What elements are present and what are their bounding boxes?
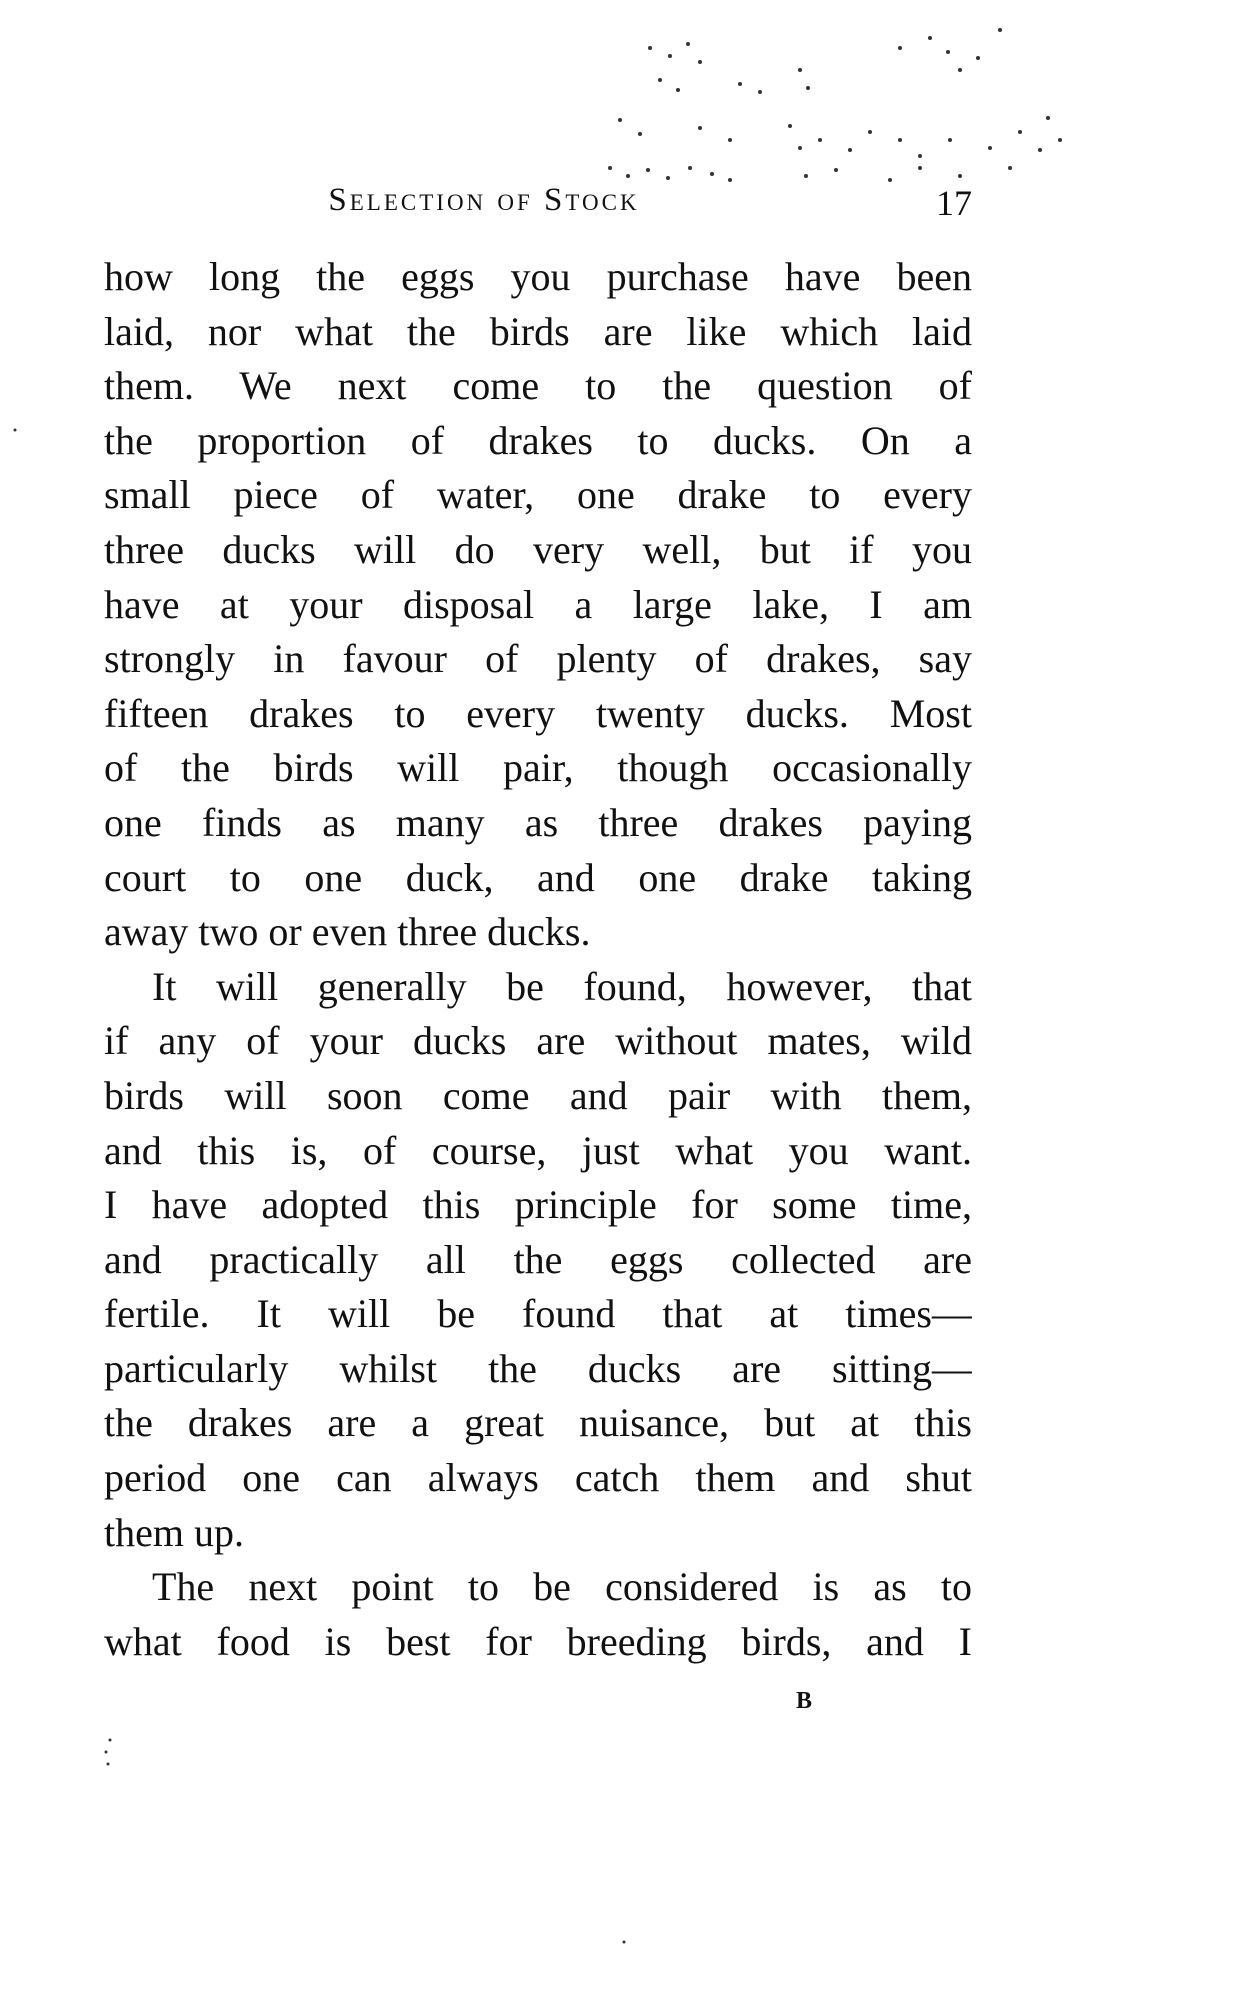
- text-line: away two or even three ducks.: [104, 909, 591, 955]
- text-line: fifteen drakes to every twenty ducks. Most: [104, 690, 972, 736]
- text-line: birds will soon come and pair with them,: [104, 1072, 972, 1118]
- text-line: strongly in favour of plenty of drakes, say: [104, 636, 972, 682]
- running-head: [104, 182, 972, 228]
- text-line: laid, nor what the birds are like which laid: [104, 308, 972, 354]
- text-line: court to one duck, and one drake taking: [104, 854, 972, 900]
- text-line: have at your disposal a large lake, I am: [104, 581, 972, 627]
- text-line: The next point to be considered is as to: [152, 1564, 972, 1610]
- signature-mark: B: [796, 1688, 813, 1714]
- text-line: what food is best for breeding birds, and I: [104, 1618, 972, 1664]
- text-line: the drakes are a great nuisance, but at this: [104, 1400, 972, 1446]
- text-line: particularly whilst the ducks are sitting—: [104, 1345, 972, 1391]
- text-line: fertile. It will be found that at times—: [104, 1291, 972, 1337]
- text-line: the proportion of drakes to ducks. On a: [104, 417, 972, 463]
- text-line: them up.: [104, 1509, 244, 1555]
- text-line: them. We next come to the question of: [104, 363, 972, 409]
- text-line: if any of your ducks are without mates, wild: [104, 1018, 972, 1064]
- text-line: one finds as many as three drakes paying: [104, 799, 972, 845]
- body-text: [104, 250, 972, 1669]
- text-line: of the birds will pair, though occasionally: [104, 745, 972, 791]
- text-line: and this is, of course, just what you want.: [104, 1127, 972, 1173]
- text-line: I have adopted this principle for some time,: [104, 1182, 972, 1228]
- text-line: and practically all the eggs collected are: [104, 1236, 972, 1282]
- text-line: three ducks will do very well, but if you: [104, 526, 972, 572]
- text-line: It will generally be found, however, that: [152, 963, 972, 1009]
- text-line: how long the eggs you purchase have been: [104, 254, 972, 299]
- running-title: Selection of Stock: [328, 182, 640, 218]
- page-number: 17: [936, 183, 972, 223]
- text-line: small piece of water, one drake to every: [104, 472, 972, 518]
- text-line: period one can always catch them and shut: [104, 1455, 972, 1501]
